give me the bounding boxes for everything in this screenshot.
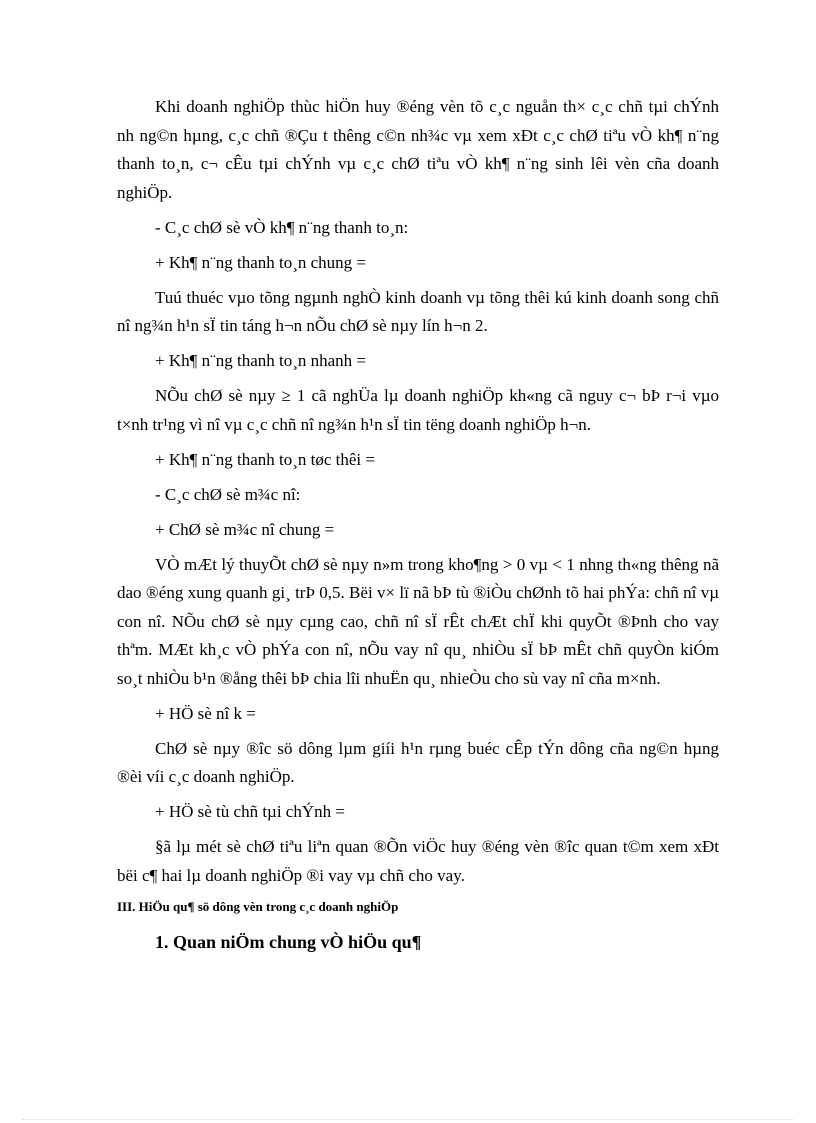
- paragraph: Khi doanh nghiÖp thùc hiÖn huy ®éng vèn tõ c¸c nguån th× c¸c chñ tµi chÝnh nh ng©n hµng, c¸c chñ ®Çu t thêng c©n nh¾c vµ xem xÐt c¸c chØ tiªu vÒ kh¶ n¨ng thanh to¸n, c¬ cÊu tµi chÝnh vµ c¸c chØ tiªu vÒ kh¶ n¨ng sinh lêi vèn cña doanh nghiÖp.: [117, 97, 719, 202]
- formula-line: + ChØ sè m¾c nî chung =: [155, 519, 335, 539]
- paragraph: §ã lµ mét sè chØ tiªu liªn quan ®Õn viÖc huy ®éng vèn ®îc quan t©m xem xÐt bëi c¶ hai lµ doanh nghiÖp ®i vay vµ chñ cho vay.: [117, 837, 719, 885]
- paragraph: Tuú thuéc vµo tõng ngµnh nghÒ kinh doanh vµ tõng thêi kú kinh doanh song chñ nî ng¾n h¹n sÏ tin táng h¬n nÕu chØ sè nµy lín h¬n 2.: [117, 287, 719, 335]
- list-heading-line: - C¸c chØ sè m¾c nî:: [155, 484, 301, 504]
- paragraph: ChØ sè nµy ®îc sö dông lµm giíi h¹n rµng buéc cÊp tÝn dông cña ng©n hµng ®èi víi c¸c doanh nghiÖp.: [117, 738, 719, 786]
- paragraph: VÒ mÆt lý thuyÕt chØ sè nµy n»m trong kho¶ng > 0 vµ < 1 nhng th«ng thêng nã dao ®éng xung quanh gi¸ trÞ 0,5. Bëi v× lï nã bÞ tù ®iÒu chØnh tõ hai phÝa: chñ nî vµ con nî. NÕu chØ sè nµy cµng cao, chñ nî sÏ rÊt chÆt chÏ khi quyÕt ®Þnh cho vay thªm. MÆt kh¸c vÒ phÝa con nî, nÕu vay nî qu¸ nhiÒu sÏ bÞ mÊt chñ quyÒn kiÓm so¸t nhiÒu b¹n ®ång thêi bÞ chia lîi nhuËn qu¸ nhieÒu cho sù vay nî cña m×nh.: [117, 554, 719, 688]
- paragraph: NÕu chØ sè nµy ≥ 1 cã nghÜa lµ doanh nghiÖp kh«ng cã nguy c¬ bÞ r¬i vµo t×nh tr¹ng vì nî vµ c¸c chñ nî ng¾n h¹n sÏ tin tëng doanh nghiÖp h¬n.: [117, 386, 719, 434]
- section-heading: III. HiÖu qu¶ sö dông vèn trong c¸c doanh nghiÖp: [117, 898, 399, 914]
- page-body: [117, 93, 719, 955]
- formula-line: + HÖ sè nî k =: [155, 703, 256, 723]
- formula-line: + HÖ sè tù chñ tµi chÝnh =: [155, 802, 345, 821]
- formula-line: + Kh¶ n¨ng thanh to¸n tøc thêi =: [155, 449, 375, 469]
- formula-line: + Kh¶ n¨ng thanh to¸n nhanh =: [155, 351, 367, 370]
- page-bottom-divider: [22, 1119, 794, 1120]
- formula-line: + Kh¶ n¨ng thanh to¸n chung =: [155, 252, 367, 272]
- list-heading-line: - C¸c chØ sè vÒ kh¶ n¨ng thanh to¸n:: [155, 217, 409, 237]
- subsection-heading: 1. Quan niÖm chung vÒ hiÖu qu¶: [155, 931, 422, 952]
